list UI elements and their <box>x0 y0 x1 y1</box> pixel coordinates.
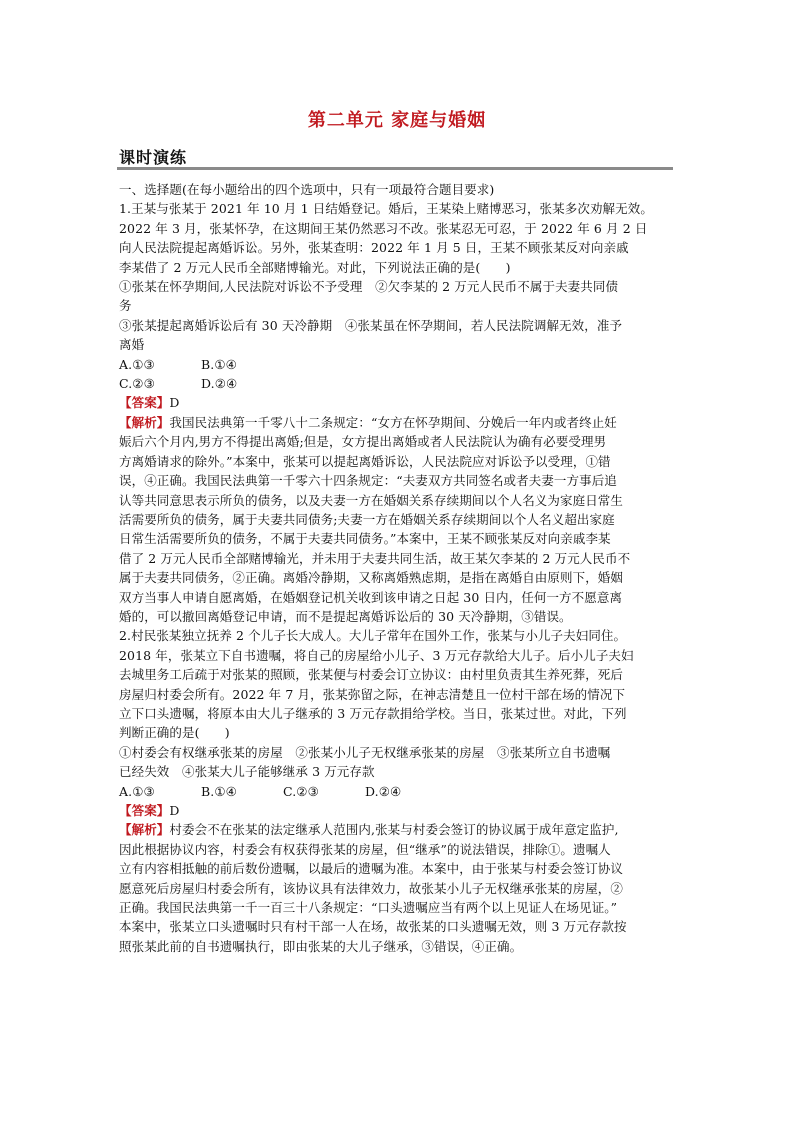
q2-line: 去城里务工后疏于对张某的照顾，张某便与村委会订立协议：由村里负责其生养死葬，死后 <box>119 667 624 683</box>
q1-options-row <box>119 374 679 393</box>
q2-option-b: B.①④ <box>201 783 237 799</box>
q2-line: 已经失效 ④张某大儿子能够继承 3 万元存款 <box>119 764 375 780</box>
analysis-label: 【解析】 <box>119 822 170 838</box>
q2-analysis-line: 立有内容相抵触的前后数份遗嘱，以最后的遗嘱为准。本案中，由于张某与村委会签订协议 <box>119 861 624 877</box>
q1-option-b: B.①④ <box>201 356 237 372</box>
answer-label: 【答案】 <box>119 803 170 818</box>
q2-analysis-line: 本案中，张某立口头遗嘱时只有村干部一人在场，故张某的口头遗嘱无效，则 3 万元存款按 <box>119 919 627 935</box>
q2-option-d: D.②④ <box>365 783 402 799</box>
q1-answer <box>119 393 679 412</box>
q2-option-a: A.①③ <box>119 783 155 799</box>
q1-analysis-line: 婚的，可以撤回离婚登记申请，而不是提起离婚诉讼后的 30 天冷静期，③错误。 <box>119 608 572 624</box>
q2-line: 立下口头遗嘱，将原本由大儿子继承的 3 万元存款捐给学校。当日，张某过世。对此，下列 <box>119 705 627 721</box>
q1-line: 李某借了 2 万元人民币全部赌博输光。对此，下列说法正确的是( ) <box>119 259 511 275</box>
section-heading: 课时演练 <box>119 148 188 167</box>
document-body <box>119 180 679 956</box>
q1-line: 1.王某与张某于 2021 年 10 月 1 日结婚登记。婚后，王某染上赌博恶习，张某多次劝解无效。 <box>119 201 653 217</box>
q2-analysis-line: 愿意死后房屋归村委会所有，该协议具有法律效力，故张某小儿子无权继承张某的房屋，② <box>119 880 624 896</box>
q1-options-row <box>119 355 679 374</box>
q1-line: ①张某在怀孕期间,人民法院对诉讼不予受理 ②欠李某的 2 万元人民币不属于夫妻共同债 <box>119 279 619 295</box>
q1-analysis-line: 娠后六个月内,男方不得提出离婚;但是，女方提出离婚或者人民法院认为确有必要受理男 <box>119 434 607 450</box>
q1-analysis-line: 双方当事人申请自愿离婚，在婚姻登记机关收到该申请之日起 30 日内，任何一方不愿意离 <box>119 589 623 605</box>
q1-line: 离婚 <box>119 337 145 353</box>
q2-analysis-line <box>119 820 679 839</box>
q2-line: 房屋归村委会所有。2022 年 7 月，张某弥留之际，在神志清楚且一位村干部在场的情况下 <box>119 686 626 702</box>
q1-line: ③张某提起离婚诉讼后有 30 天冷静期 ④张某虽在怀孕期间，若人民法院调解无效，准予 <box>119 317 623 333</box>
q1-option-d: D.②④ <box>201 376 238 392</box>
q2-line: ①村委会有权继承张某的房屋 ②张某小儿子无权继承张某的房屋 ③张某所立自书遗嘱 <box>119 744 611 760</box>
q1-analysis-line: 误，④正确。我国民法典第一千零六十四条规定：“夫妻双方共同签名或者夫妻一方事后追 <box>119 473 617 489</box>
answer-value: D <box>169 395 180 411</box>
page-title: 第二单元 家庭与婚姻 <box>307 110 487 131</box>
q2-answer <box>119 801 679 820</box>
q2-analysis-line: 照张某此前的自书遗嘱执行，即由张某的大儿子继承，③错误，④正确。 <box>119 938 523 954</box>
q2-line: 2.村民张某独立抚养 2 个儿子长大成人。大儿子常年在国外工作，张某与小儿子夫妇同住。 <box>119 628 627 644</box>
q1-analysis-line: 方离婚请求的除外。”本案中，张某可以提起离婚诉讼，人民法院应对诉讼予以受理，①错 <box>119 453 611 469</box>
q1-analysis-line: 属于夫妻共同债务，②正确。离婚冷静期，又称离婚熟虑期，是指在离婚自由原则下，婚姻 <box>119 570 624 586</box>
q2-analysis-line: 因此根据协议内容，村委会有权获得张某的房屋，但“继承”的说法错误，排除①。遗嘱人 <box>119 841 611 857</box>
instruction-text: 一、选择题(在每小题给出的四个选项中，只有一项最符合题目要求) <box>119 182 495 197</box>
q1-line: 2022 年 3 月，张某怀孕，在这期间王某仍然恶习不改。张某忍无可忍，于 2022 年 6 月 2 日 <box>119 220 648 236</box>
q1-option-a: A.①③ <box>119 356 155 372</box>
q1-analysis-line: 活需要所负的债务，属于夫妻共同债务;夫妻一方在婚姻关系存续期间以个人名义超出家庭 <box>119 511 615 527</box>
q2-line: 判断正确的是( ) <box>119 725 230 741</box>
q1-line: 向人民法院提起离婚诉讼。另外，张某查明：2022 年 1 月 5 日，王某不顾张某反对向亲戚 <box>119 240 629 256</box>
q1-analysis-line: 认等共同意思表示所负的债务，以及夫妻一方在婚姻关系存续期间以个人名义为家庭日常生 <box>119 492 624 508</box>
heading-divider <box>117 167 673 170</box>
q1-option-c: C.②③ <box>119 376 155 392</box>
analysis-label: 【解析】 <box>119 414 170 430</box>
analysis-text: 我国民法典第一千零八十二条规定：“女方在怀孕期间、分娩后一年内或者终止妊 <box>169 414 617 430</box>
answer-value: D <box>169 803 180 818</box>
answer-label: 【答案】 <box>119 395 170 411</box>
q2-option-c: C.②③ <box>283 783 319 799</box>
analysis-text: 村委会不在张某的法定继承人范围内,张某与村委会签订的协议属于成年意定监护, <box>169 822 619 838</box>
q1-analysis-line <box>119 413 679 432</box>
q1-analysis-line: 借了 2 万元人民币全部赌博输光，并未用于夫妻共同生活，故王某欠李某的 2 万元人民币不 <box>119 550 631 566</box>
q1-line: 务 <box>119 298 132 314</box>
q1-analysis-line: 日常生活需要所负的债务，不属于夫妻共同债务。”本案中，王某不顾张某反对向亲戚李某 <box>119 531 611 547</box>
q2-analysis-line: 正确。我国民法典第一千一百三十八条规定：“口头遗嘱应当有两个以上见证人在场见证。” <box>119 900 618 916</box>
q2-line: 2018 年，张某立下自书遗嘱，将自己的房屋给小儿子、3 万元存款给大儿子。后小儿子夫妇 <box>119 647 634 663</box>
q2-options-row <box>119 782 679 801</box>
